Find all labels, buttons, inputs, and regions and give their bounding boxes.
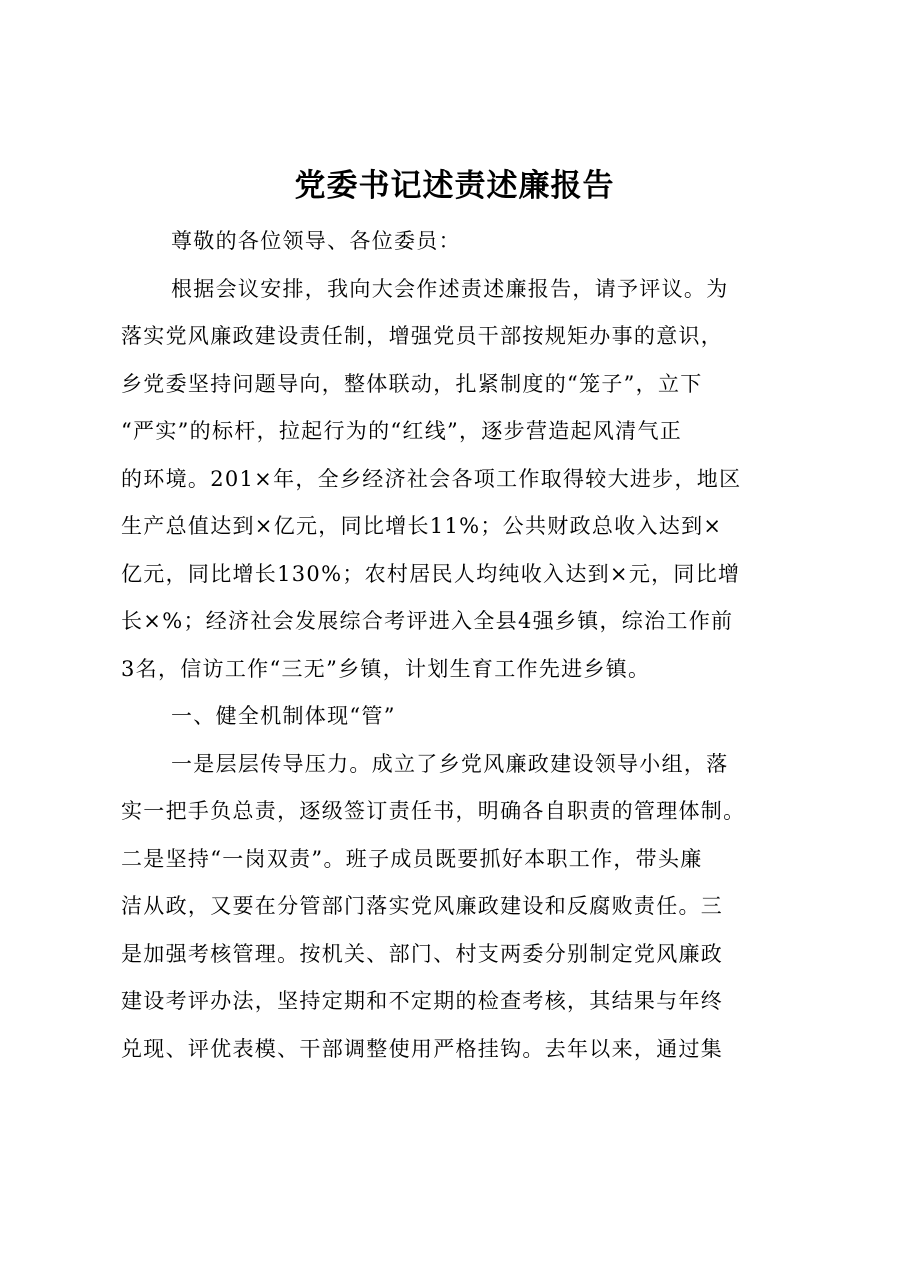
salutation: 尊敬的各位领导、各位委员： [171,229,461,253]
body-line: 兑现、评优表模、干部调整使用严格挂钩。去年以来，通过集 [121,1037,724,1061]
body-line: 长×%；经济社会发展综合考评进入全县4强乡镇，综治工作前 [121,609,734,633]
body-line: 3名，信访工作“三无”乡镇，计划生育工作先进乡镇。 [121,657,651,681]
body-line: 一是层层传导压力。成立了乡党风廉政建设领导小组，落 [171,752,729,776]
body-line: 的环境。201×年，全乡经济社会各项工作取得较大进步，地区 [121,467,742,491]
body-line: 根据会议安排，我向大会作述责述廉报告，请予评议。为 [171,277,729,301]
body-line: 是加强考核管理。按机关、部门、村支两委分别制定党风廉政 [121,942,724,966]
document-title: 党委书记述责述廉报告 [294,168,615,204]
body-line: 亿元，同比增长130%；农村居民人均纯收入达到×元，同比增 [121,562,741,586]
body-line: “严实”的标杆，拉起行为的“红线”，逐步营造起风清气正 [121,419,683,443]
body-line: 二是坚持“一岗双责”。班子成员既要抓好本职工作，带头廉 [121,847,703,871]
section-heading: 一、健全机制体现“管” [171,704,396,728]
body-line: 实一把手负总责，逐级签订责任书，明确各自职责的管理体制。 [121,799,746,823]
body-line: 洁从政，又要在分管部门落实党风廉政建设和反腐败责任。三 [121,894,724,918]
body-line: 乡党委坚持问题导向，整体联动，扎紧制度的“笼子”，立下 [121,372,703,396]
body-line: 落实党风廉政建设责任制，增强党员干部按规矩办事的意识， [121,324,724,348]
body-line: 生产总值达到×亿元，同比增长11%；公共财政总收入达到× [121,514,723,538]
body-line: 建设考评办法，坚持定期和不定期的检查考核，其结果与年终 [121,989,724,1013]
